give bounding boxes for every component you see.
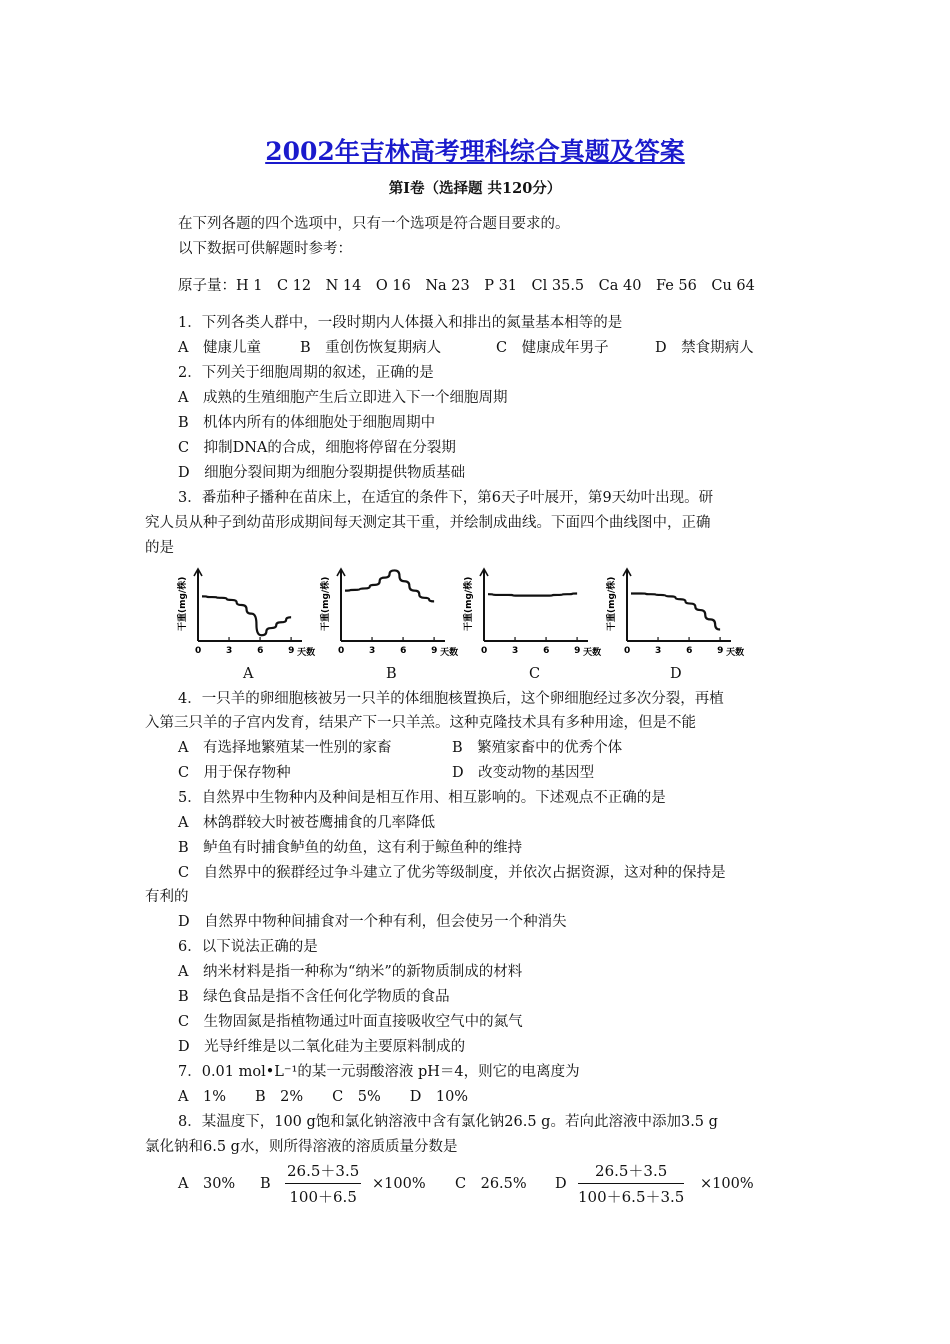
q8-option-d-fraction	[578, 1160, 684, 1207]
series-line	[631, 593, 720, 629]
q3-stem-3: 的是	[145, 540, 174, 556]
q4-option-d: D 改变动物的基因型	[452, 765, 595, 781]
x-axis-label: 天数	[726, 648, 745, 658]
intro-line-1: 在下列各题的四个选项中，只有一个选项是符合题目要求的。	[178, 216, 570, 232]
graph-label-c: C	[529, 666, 541, 682]
y-axis-label: 干重(mg/株)	[607, 576, 617, 631]
q6-stem: 6．以下说法正确的是	[178, 939, 318, 955]
q5-option-c-2: 有利的	[145, 889, 189, 905]
x-tick-label: 9	[574, 646, 581, 656]
q6-option-b: B 绿色食品是指不含任何化学物质的食品	[178, 989, 450, 1005]
q8-option-b-times: ×100%	[372, 1176, 426, 1192]
q4-option-a: A 有选择地繁殖某一性别的家畜	[178, 740, 392, 756]
page-title[interactable]: 2002年吉林高考理科综合真题及答案	[265, 137, 685, 166]
x-tick-label: 6	[543, 646, 550, 656]
q1-option-a: A 健康儿童	[178, 340, 261, 356]
x-tick-label: 9	[717, 646, 724, 656]
x-tick-label: 3	[369, 646, 376, 656]
q1-option-b: B 重创伤恢复期病人	[300, 340, 442, 356]
q3-stem-2: 究人员从种子到幼苗形成期间每天测定其干重，并绘制成曲线。下面四个曲线图中，正确	[145, 515, 711, 531]
q4-option-b: B 繁殖家畜中的优秀个体	[452, 740, 623, 756]
x-tick-label: 3	[226, 646, 233, 656]
q8-b-denominator: 100＋6.5	[289, 1188, 357, 1206]
q6-option-a: A 纳米材料是指一种称为“纳米”的新物质制成的材料	[178, 964, 523, 980]
x-tick-label: 9	[288, 646, 295, 656]
q2-option-d: D 细胞分裂间期为细胞分裂期提供物质基础	[178, 465, 466, 481]
x-tick-label: 0	[624, 646, 631, 656]
q2-option-b: B 机体内所有的体细胞处于细胞周期中	[178, 415, 436, 431]
x-tick-label: 9	[431, 646, 438, 656]
q8-option-a: A 30%	[178, 1176, 236, 1192]
series-line	[202, 596, 291, 635]
graph-label-b: B	[386, 666, 397, 682]
q1-stem: 1．下列各类人群中，一段时期内人体摄入和排出的氮量基本相等的是	[178, 315, 623, 331]
y-axis-label: 干重(mg/株)	[464, 576, 474, 631]
series-line	[345, 570, 434, 601]
q7-stem: 7．0.01 mol•L⁻¹的某一元弱酸溶液 pH＝4，则它的电离度为	[178, 1064, 580, 1080]
q4-stem-1: 4．一只羊的卵细胞核被另一只羊的体细胞核置换后，这个卵细胞经过多次分裂，再植	[178, 691, 724, 707]
q8-stem-2: 氯化钠和6.5 g水，则所得溶液的溶质质量分数是	[145, 1139, 458, 1155]
q4-option-c: C 用于保存物种	[178, 765, 291, 781]
section-title: 第Ⅰ卷（选择题 共120分）	[388, 180, 562, 197]
q2-stem: 2．下列关于细胞周期的叙述，正确的是	[178, 365, 434, 381]
y-axis-label: 干重(mg/株)	[321, 576, 331, 631]
y-axis-label: 干重(mg/株)	[178, 576, 188, 631]
x-tick-label: 3	[512, 646, 519, 656]
q5-option-d: D 自然界中物种间捕食对一个种有利，但会使另一个种消失	[178, 914, 567, 930]
x-axis-label: 天数	[440, 648, 459, 658]
q8-option-d-times: ×100%	[700, 1176, 754, 1192]
intro-line-2: 以下数据可供解题时参考：	[178, 241, 352, 257]
x-tick-label: 0	[195, 646, 202, 656]
series-line	[488, 593, 577, 595]
q8-d-numerator: 26.5＋3.5	[578, 1160, 684, 1184]
q2-option-a: A 成熟的生殖细胞产生后立即进入下一个细胞周期	[178, 390, 508, 406]
q8-option-c: C 26.5%	[455, 1176, 527, 1192]
q5-option-a: A 林鸽群较大时被苍鹰捕食的几率降低	[178, 815, 435, 831]
q8-d-denominator: 100＋6.5＋3.5	[578, 1188, 685, 1206]
x-axis-label: 天数	[297, 648, 316, 658]
graph-label-d: D	[670, 666, 682, 682]
x-tick-label: 6	[257, 646, 264, 656]
x-tick-label: 3	[655, 646, 662, 656]
q7-options: A 1% B 2% C 5% D 10%	[178, 1089, 469, 1105]
q8-option-d-label: D	[555, 1176, 567, 1192]
q8-b-numerator: 26.5＋3.5	[285, 1160, 361, 1184]
x-axis-label: 天数	[583, 648, 602, 658]
q1-option-c: C 健康成年男子	[496, 340, 609, 356]
q5-option-b: B 鲈鱼有时捕食鲈鱼的幼鱼，这有利于鲸鱼种的维持	[178, 840, 523, 856]
q6-option-d: D 光导纤维是以二氧化硅为主要原料制成的	[178, 1039, 466, 1055]
q4-stem-2: 入第三只羊的子宫内发育，结果产下一只羊羔。这种克隆技术具有多种用途，但是不能	[145, 715, 696, 731]
x-tick-label: 6	[686, 646, 693, 656]
q3-stem-1: 3．番茄种子播种在苗床上，在适宜的条件下，第6天子叶展开，第9天幼叶出现。研	[178, 490, 714, 506]
q8-stem-1: 8．某温度下，100 g饱和氯化钠溶液中含有氯化钠26.5 g。若向此溶液中添加3.5 g	[178, 1114, 718, 1130]
q1-option-d: D 禁食期病人	[655, 340, 754, 356]
atomic-weights: 原子量：H 1 C 12 N 14 O 16 Na 23 P 31 Cl 35.5 Ca 40 Fe 56 Cu 64	[178, 278, 755, 294]
graph-label-a: A	[243, 666, 254, 682]
q2-option-c: C 抑制DNA的合成，细胞将停留在分裂期	[178, 440, 456, 456]
x-tick-label: 6	[400, 646, 407, 656]
q8-option-b-fraction	[285, 1160, 361, 1207]
q8-option-b-label: B	[260, 1176, 271, 1192]
q6-option-c: C 生物固氮是指植物通过叶面直接吸收空气中的氮气	[178, 1014, 523, 1030]
x-tick-label: 0	[481, 646, 488, 656]
q5-option-c-1: C 自然界中的猴群经过争斗建立了优劣等级制度，并依次占据资源，这对种的保持是	[178, 865, 726, 881]
x-tick-label: 0	[338, 646, 345, 656]
q5-stem: 5．自然界中生物种内及种间是相互作用、相互影响的。下述观点不正确的是	[178, 790, 666, 806]
